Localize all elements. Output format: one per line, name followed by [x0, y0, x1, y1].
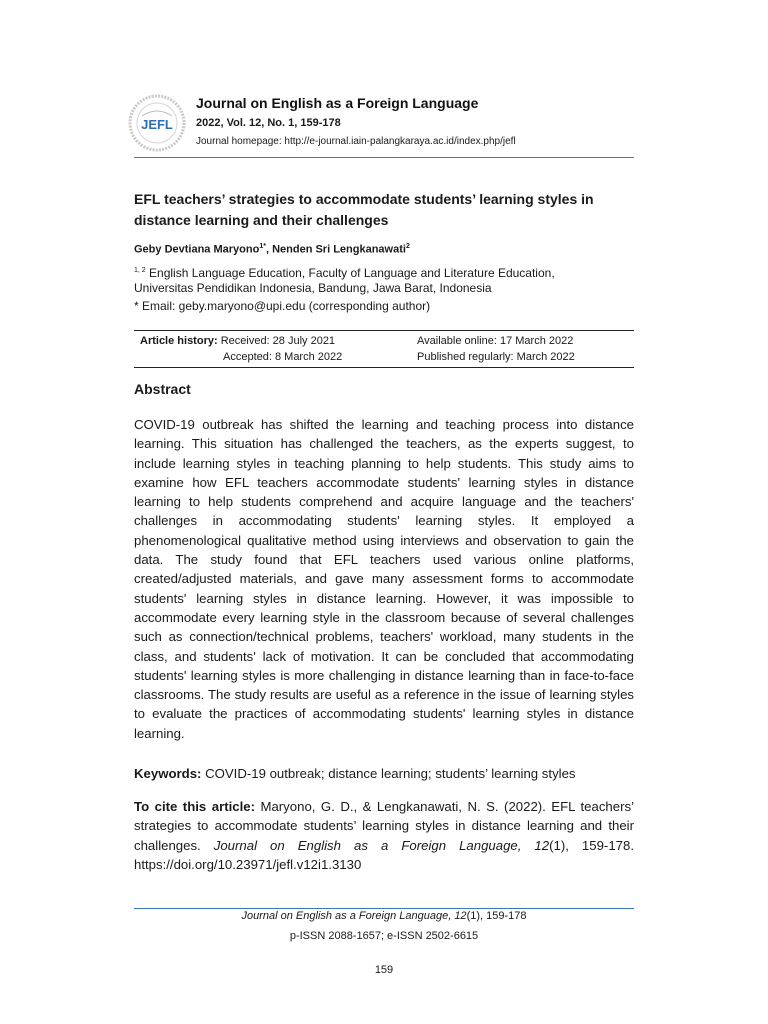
- affiliation-text-1: English Language Education, Faculty of Language and Literature Education,: [149, 266, 555, 280]
- footer-journal-name: Journal on English as a Foreign Language, 12: [241, 910, 467, 922]
- logo-text: JEFL: [141, 117, 173, 132]
- citation: [134, 797, 634, 874]
- author-1-sup: 1*: [259, 243, 266, 250]
- footer-issn: p-ISSN 2088-1657; e-ISSN 2502-6615: [289, 930, 479, 942]
- affiliation-sup: 1, 2: [134, 267, 146, 274]
- journal-homepage: [196, 136, 516, 147]
- citation-text-2: (1), 159-178. https://doi.org/10.23971/jefl.v12i1.3130: [134, 837, 634, 872]
- history-published: Published regularly: March 2022: [417, 351, 575, 363]
- author-1: Geby Devtiana Maryono: [134, 243, 260, 256]
- citation-label: To cite this article:: [134, 799, 255, 814]
- email-line: * Email: geby.maryono@upi.edu (corresponding author): [134, 299, 431, 313]
- author-line: [134, 243, 410, 256]
- page-number: 159: [374, 964, 394, 976]
- homepage-link[interactable]: http://e-journal.iain-palangkaraya.ac.id/index.php/jefl: [284, 136, 516, 147]
- history-top-rule: [134, 330, 634, 331]
- citation-journal: Journal on English as a Foreign Language, 12: [213, 837, 550, 853]
- history-received-row: [140, 335, 335, 347]
- author-2-sup: 2: [405, 243, 410, 250]
- journal-volume: 2022, Vol. 12, No. 1, 159-178: [196, 117, 341, 129]
- affiliation-line-2: Universitas Pendidikan Indonesia, Bandung, Jawa Barat, Indonesia: [134, 281, 492, 295]
- history-received: Received: 28 July 2021: [220, 335, 336, 347]
- keywords-label: Keywords:: [134, 766, 202, 781]
- history-bottom-rule: [134, 367, 634, 368]
- article-title: EFL teachers’ strategies to accommodate students’ learning styles in distance learning and their challenges: [134, 191, 594, 228]
- history-accepted: Accepted: 8 March 2022: [223, 351, 343, 363]
- keywords: [134, 764, 634, 783]
- footer-rule: [134, 908, 634, 909]
- author-2: Nenden Sri Lengkanawati: [272, 243, 406, 256]
- footer-journal-issue: (1), 159-178: [466, 910, 527, 922]
- footer-journal: [134, 910, 634, 922]
- abstract-heading: Abstract: [134, 381, 191, 397]
- jefl-logo: [128, 94, 186, 152]
- author-separator: ,: [265, 243, 273, 256]
- keywords-text: COVID-19 outbreak; distance learning; students’ learning styles: [205, 766, 576, 781]
- header-rule: [134, 157, 634, 158]
- history-online: Available online: 17 March 2022: [417, 335, 574, 347]
- citation-text-1: Maryono, G. D., & Lengkanawati, N. S. (2022). EFL teachers’ strategies to accommodate students’ learning styles in distance learning and their challenges.: [134, 799, 634, 853]
- history-label: Article history:: [140, 335, 218, 347]
- abstract-body: COVID-19 outbreak has shifted the learning and teaching process into distance learning. This situation has challenged the teachers, as the experts suggest, to include learning styles in teaching planning to help students. This study aims to examine how EFL teachers accommodate students' learning styles in distance learning to help students comprehend and acquire language and the teachers' challenges in accommodating students' learning styles. It employed a phenomenological qualitative method using interviews and observation to gain the data. The study found that EFL teachers used various online platforms, created/adjusted materials, and gave many assessment forms to accommodate students' learning styles in distance learning. However, it was impossible to accommodate every learning style in the classroom because of several challenges such as connection/technical problems, teachers' workload, many students in the class, and students' lack of motivation. It can be concluded that accommodating students' learning styles is more challenging in distance learning than in face-to-face classrooms. The study results are useful as a reference in the issue of learning styles to evaluate the practices of accommodating students' learning styles in distance learning.: [134, 417, 634, 741]
- homepage-label: Journal homepage:: [196, 136, 282, 147]
- journal-title: Journal on English as a Foreign Language: [196, 95, 479, 111]
